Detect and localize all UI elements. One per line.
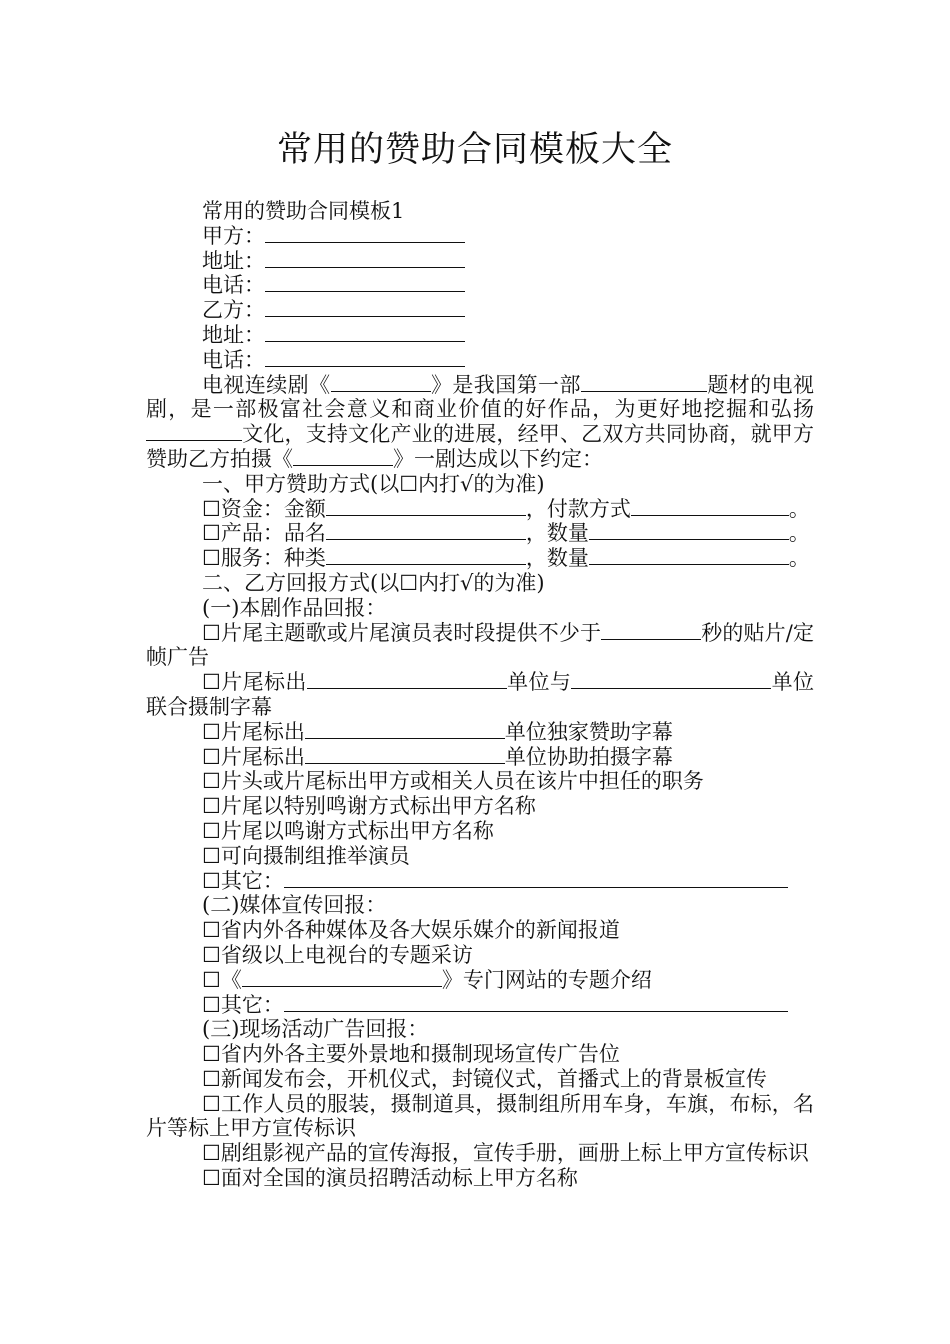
fill-blank (265, 298, 465, 317)
party-label: 地址： (202, 322, 265, 347)
section-heading: 二、乙方回报方式(以☐内打√的为准) (202, 570, 545, 595)
checklist-item (146, 621, 814, 671)
checklist-item (146, 720, 814, 745)
checklist-item: ☐可向摄制组推举演员 (202, 843, 410, 868)
party-a-address-line (146, 249, 814, 274)
item-text: ☐其它： (202, 992, 284, 1017)
intro-text: 》一剧达成以下约定： (393, 446, 603, 471)
document-body (146, 199, 814, 1191)
checklist-item: ☐新闻发布会，开机仪式，封镜仪式，首播式上的背景板宣传 (202, 1066, 767, 1091)
fill-blank (265, 249, 465, 268)
checklist-item (146, 869, 814, 894)
row-text: ☐产品：品名 (202, 521, 326, 546)
party-label: 地址： (202, 248, 265, 273)
fill-blank (601, 621, 701, 640)
row-text: ，数量 (525, 521, 589, 546)
section-heading: 一、甲方赞助方式(以☐内打√的为准) (202, 471, 545, 496)
checklist-item: ☐片尾以特别鸣谢方式标出甲方名称 (202, 794, 536, 819)
row-text: ☐服务：种类 (202, 546, 326, 571)
checklist-item: ☐片头或片尾标出甲方或相关人员在该片中担任的职务 (202, 769, 704, 794)
row-text: ，数量 (525, 546, 589, 571)
row-text: ，付款方式 (525, 496, 631, 521)
sponsor-service-row (146, 546, 814, 571)
intro-text: 文化，支持文化产业的进展，经甲、乙双方共同协商，就甲方赞助乙方拍摄《 (146, 422, 814, 471)
fill-blank (326, 497, 526, 516)
party-label: 电话： (202, 273, 265, 298)
row-text: 。 (788, 521, 810, 546)
party-label: 甲方： (202, 223, 265, 248)
party-label: 乙方： (202, 298, 265, 323)
party-b-line (146, 298, 814, 323)
party-b-address-line (146, 323, 814, 348)
party-a-line (146, 224, 814, 249)
template-heading: 常用的赞助合同模板1 (202, 199, 405, 223)
checklist-item: ☐片尾以鸣谢方式标出甲方名称 (202, 818, 494, 843)
fill-blank (242, 968, 442, 987)
fill-blank (265, 273, 465, 292)
checklist-item: ☐省内外各种媒体及各大娱乐媒介的新闻报道 (202, 918, 620, 943)
fill-blank (326, 521, 526, 540)
subsection-heading: (一)本剧作品回报： (202, 595, 387, 620)
fill-blank (265, 323, 465, 342)
item-text: ☐《 (202, 967, 242, 992)
fill-blank (326, 546, 526, 565)
checklist-item: ☐省级以上电视台的专题采访 (202, 942, 473, 967)
fill-blank (581, 373, 707, 392)
fill-blank (331, 373, 431, 392)
intro-text: 题材的电视剧，是一部极富社会意义和商业价值的好作品，为更好地挖掘和弘扬 (146, 372, 815, 422)
intro-paragraph (146, 373, 814, 472)
checklist-item (146, 968, 814, 993)
row-text: 。 (788, 496, 810, 521)
item-text: 单位与 (506, 670, 572, 695)
item-text: 秒的贴片/定帧广告 (146, 620, 815, 670)
item-text: 单位协助拍摄字幕 (504, 744, 673, 769)
subsection-heading: (二)媒体宣传回报： (202, 893, 387, 918)
item-text: 单位独家赞助字幕 (504, 719, 673, 744)
page-title: 常用的赞助合同模板大全 (276, 130, 673, 170)
fill-blank (305, 720, 505, 739)
fill-blank (265, 348, 465, 367)
intro-text: 》是我国第一部 (430, 372, 581, 397)
checklist-item: ☐工作人员的服装，摄制道具，摄制组所用车身，车旗，布标，名片等标上甲方宣传标识 (146, 1091, 814, 1141)
checklist-item (146, 993, 814, 1018)
party-a-phone-line (146, 273, 814, 298)
checklist-item (146, 670, 814, 720)
checklist-item: ☐面对全国的演员招聘活动标上甲方名称 (202, 1166, 578, 1191)
item-text: ☐片尾标出 (202, 719, 305, 744)
fill-blank (293, 447, 393, 466)
fill-blank (307, 670, 507, 689)
fill-blank (265, 224, 465, 243)
intro-text: 电视连续剧《 (202, 372, 331, 397)
fill-blank (146, 422, 242, 441)
fill-blank (571, 670, 771, 689)
fill-blank (589, 546, 789, 565)
fill-blank (631, 497, 789, 516)
item-text: 》专门网站的专题介绍 (441, 967, 652, 992)
item-text: ☐片尾主题歌或片尾演员表时段提供不少于 (202, 620, 602, 645)
fill-blank (284, 869, 788, 888)
checklist-item (146, 745, 814, 770)
sponsor-product-row (146, 521, 814, 546)
row-text: ☐资金：金额 (202, 496, 326, 521)
checklist-item: ☐省内外各主要外景地和摄制现场宣传广告位 (202, 1042, 620, 1067)
party-b-phone-line (146, 348, 814, 373)
fill-blank (305, 745, 505, 764)
checklist-item: ☐剧组影视产品的宣传海报，宣传手册，画册上标上甲方宣传标识 (202, 1141, 809, 1166)
sponsor-funds-row (146, 497, 814, 522)
fill-blank (284, 993, 788, 1012)
item-text: 单位联合摄制字幕 (146, 670, 815, 719)
row-text: 。 (788, 546, 810, 571)
item-text: ☐片尾标出 (202, 744, 305, 769)
fill-blank (589, 521, 789, 540)
party-label: 电话： (202, 347, 265, 372)
item-text: ☐其它： (202, 868, 284, 893)
item-text: ☐片尾标出 (202, 670, 307, 695)
subsection-heading: (三)现场活动广告回报： (202, 1017, 429, 1042)
